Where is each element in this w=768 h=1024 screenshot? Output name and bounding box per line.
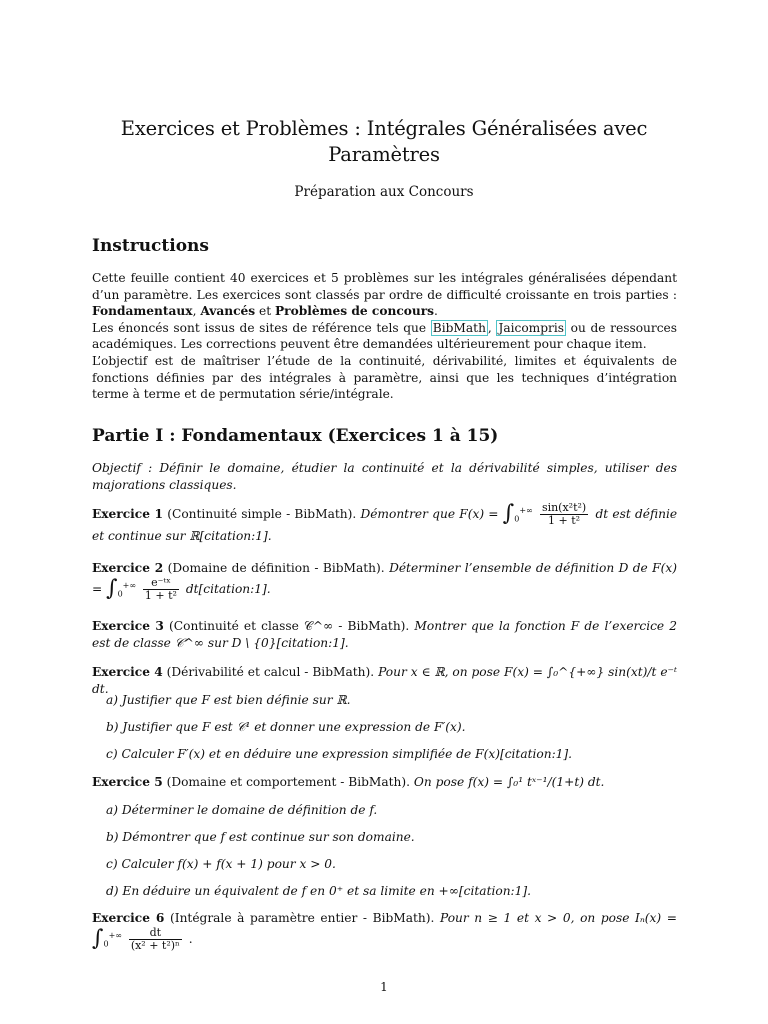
bibmath-link[interactable]: BibMath bbox=[432, 320, 486, 335]
part1-heading: Partie I : Fondamentaux (Exercices 1 à 15) bbox=[92, 426, 499, 446]
exercise-2: Exercice 2 (Domaine de définition - BibMath). Déterminer l’ensemble de définition D de $F(x) = \int_0^{+\infty}$ $\frac{\text{e⁻ᵗˣ}}{\text{1 + t²}}$ dt[citation:1]. bbox=[92, 561, 678, 602]
exercise-5-item-d: d) En déduire un équivalent de f en 0⁺ et sa limite en +∞[citation:1]. bbox=[106, 884, 532, 898]
document-subtitle: Préparation aux Concours bbox=[294, 184, 474, 200]
instructions-paragraph-1: Cette feuille contient 40 exercices et 5 problèmes sur les intégrales généralisées dépendant d’un paramètre. Les exercices sont classés par ordre de difficulté croissante en trois parties : Fondamentaux, Avancés et Problèmes de concours. bbox=[92, 271, 677, 319]
title-line-1: Exercices et Problèmes : Intégrales Généralisées avec bbox=[120, 117, 648, 140]
jaicompris-link[interactable]: Jaicompris bbox=[498, 320, 565, 335]
exercise-6: Exercice 6 (Intégrale à paramètre entier - BibMath). Pour n ≥ 1 et x > 0, on pose $I_n(x) = \int_0^{+\infty}$ $\frac{dt}{\text{(x² + t²)ⁿ}}$ . bbox=[92, 911, 677, 952]
exercise-4-item-b: b) Justifier que F est 𝒞¹ et donner une expression de F′(x). bbox=[106, 720, 466, 734]
exercise-5: Exercice 5 (Domaine et comportement - BibMath). On pose f(x) = ∫₀¹ tˣ⁻¹/(1+t) dt. bbox=[92, 775, 605, 789]
integral-sign: ∫ bbox=[106, 575, 118, 601]
document-title bbox=[0, 116, 768, 168]
title-line-2: Paramètres bbox=[328, 143, 440, 166]
part1-objective: Objectif : Définir le domaine, étudier la continuité et la dérivabilité simples, utiliser des majorations classiques. bbox=[92, 461, 677, 492]
exercise-label: Exercice 4 bbox=[92, 665, 163, 679]
instructions-paragraph-3: L’objectif est de maîtriser l’étude de la continuité, dérivabilité, limites et équivalents de fonctions définies par des intégrales à paramètre, ainsi que les techniques d’intégration terme à terme et de permutation série/intégrale. bbox=[92, 353, 677, 402]
instructions-body bbox=[92, 270, 677, 403]
part-name-avances: Avancés bbox=[200, 304, 256, 319]
part-name-fondamentaux: Fondamentaux bbox=[92, 304, 193, 319]
exercise-label: Exercice 2 bbox=[92, 561, 164, 575]
part-name-problemes: Problèmes de concours bbox=[275, 304, 435, 319]
exercise-label: Exercice 1 bbox=[92, 507, 164, 521]
exercise-topic: (Continuité et classe 𝒞^∞ - BibMath). bbox=[169, 619, 410, 633]
fraction: $\frac{\text{sin(x²t²)}}{\text{1 + t²}}$ bbox=[541, 501, 587, 527]
exercise-topic: (Domaine de définition - BibMath). bbox=[167, 561, 385, 575]
page-number: 1 bbox=[380, 980, 388, 994]
exercise-label: Exercice 6 bbox=[92, 911, 165, 925]
instructions-paragraph-2: Les énoncés sont issus de sites de référence tels que BibMath , Jaicompris ou de ressources académiques. Les corrections peuvent être demandées ultérieurement pour chaque item. bbox=[92, 320, 678, 352]
exercise-4-item-a: a) Justifier que F est bien définie sur ℝ. bbox=[106, 693, 351, 707]
fraction: $\frac{dt}{\text{(x² + t²)ⁿ}}$ bbox=[130, 925, 180, 952]
exercise-4: Exercice 4 (Dérivabilité et calcul - BibMath). Pour x ∈ ℝ, on pose F(x) = ∫₀^{+∞} sin(xt)/t e⁻ᵗ dt. bbox=[92, 665, 677, 696]
exercise-5-item-a: a) Déterminer le domaine de définition de f. bbox=[106, 803, 378, 817]
integral-sign: ∫ bbox=[502, 501, 515, 527]
exercise-5-item-c: c) Calculer f(x) + f(x + 1) pour x > 0. bbox=[106, 857, 336, 871]
exercise-topic: (Continuité simple - BibMath). bbox=[167, 507, 357, 521]
exercise-topic: (Domaine et comportement - BibMath). bbox=[166, 775, 411, 789]
exercise-5-item-b: b) Démontrer que f est continue sur son domaine. bbox=[106, 830, 415, 844]
exercise-label: Exercice 3 bbox=[92, 619, 164, 633]
exercise-topic: (Dérivabilité et calcul - BibMath). bbox=[166, 665, 375, 679]
fraction: $\frac{\text{e⁻ᵗˣ}}{\text{1 + t²}}$ bbox=[144, 575, 177, 602]
integral-sign: ∫ bbox=[92, 925, 104, 951]
exercise-1: Exercice 1 (Continuité simple - BibMath). Démontrer que $F(x) = \int_0^{+\infty}$ $\frac{\text{sin(x²t²)}}{\text{1 + t²}}$ dt est définie et continue sur ℝ[citation:1]. bbox=[92, 501, 678, 544]
exercise-label: Exercice 5 bbox=[92, 775, 163, 789]
exercise-3: Exercice 3 (Continuité et classe 𝒞^∞ - BibMath). Montrer que la fonction F de l’exercice 2 est de classe 𝒞^∞ sur D \ {0}[citation:1]. bbox=[92, 619, 677, 650]
instructions-heading: Instructions bbox=[92, 236, 209, 256]
exercise-4-item-c: c) Calculer F′(x) et en déduire une expression simplifiée de F(x)[citation:1]. bbox=[106, 747, 573, 761]
exercise-topic: (Intégrale à paramètre entier - BibMath). bbox=[170, 911, 435, 925]
